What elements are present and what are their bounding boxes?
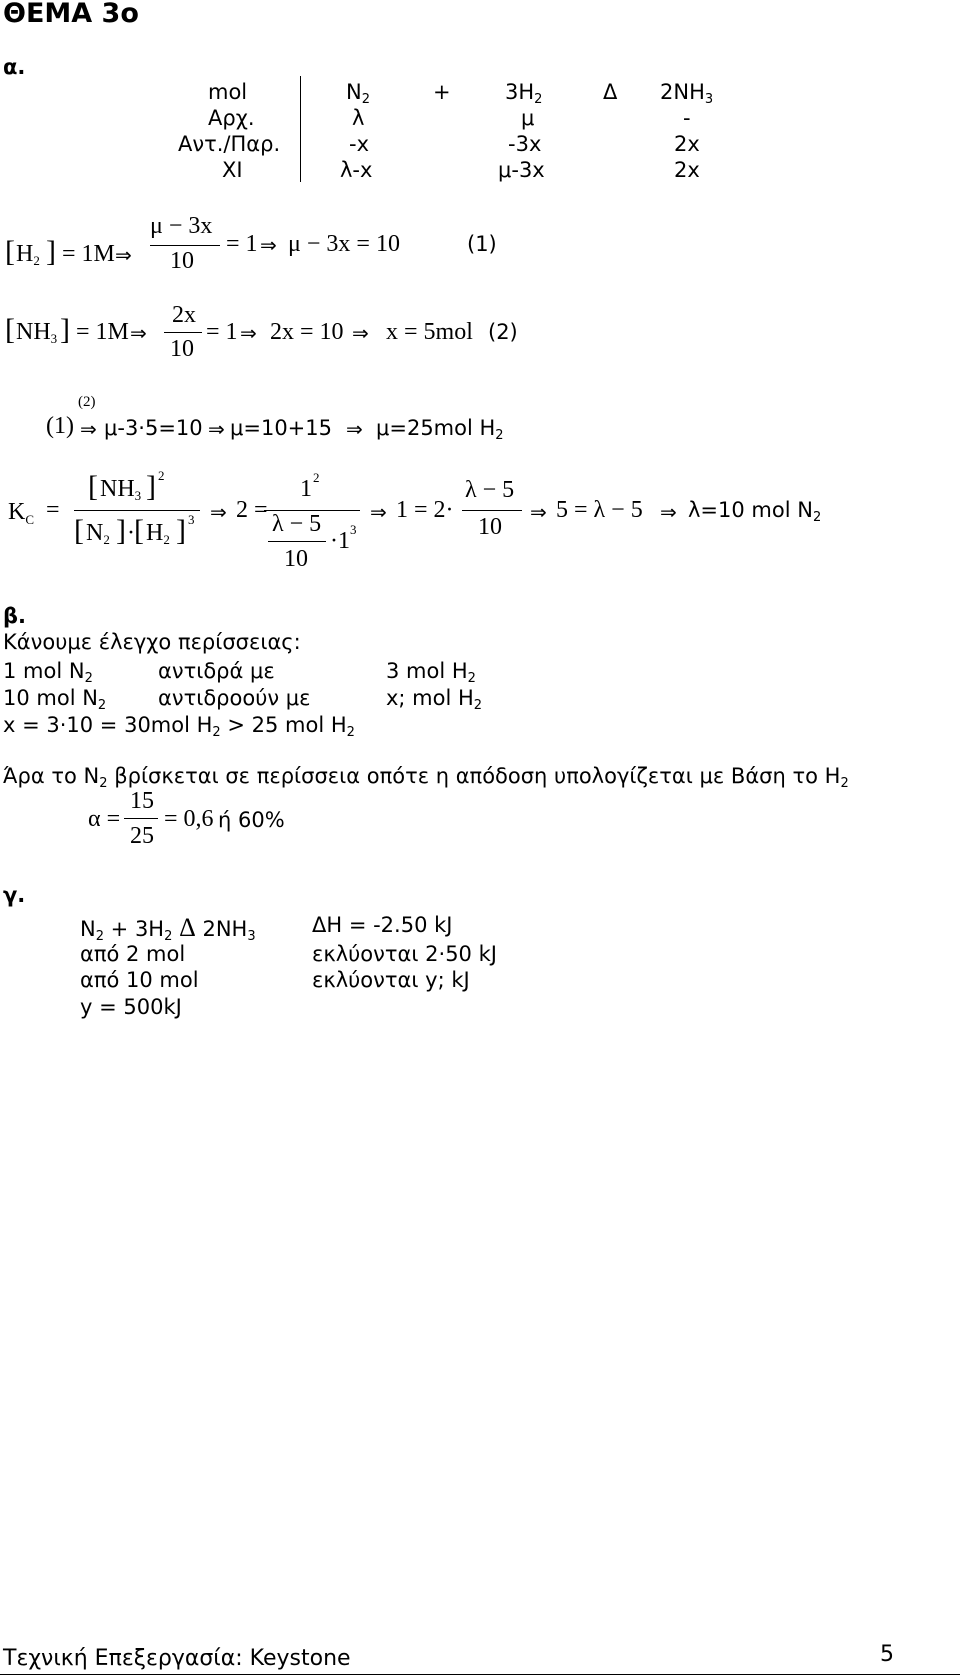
equilibrium-delta-icon: Δ (179, 913, 196, 942)
table-divider (300, 76, 301, 182)
footer-text: Τεχνική Επεξεργασία: Keystone (3, 1646, 351, 1671)
implies-arrow-icon: ⇒ (660, 500, 677, 524)
table-cell: 2x (674, 158, 700, 182)
implies-arrow-icon: ⇒ (530, 500, 547, 524)
fraction-bar (124, 818, 158, 819)
yield-percent: ή 60% (218, 808, 285, 832)
implies-arrow-icon: ⇒ (208, 417, 225, 441)
ratio-cell: αντιδρά με (158, 659, 275, 683)
enthalpy-row: εκλύονται 2·50 kJ (312, 942, 497, 966)
table-header-n2: $N_2$ (346, 80, 370, 107)
implies-arrow-icon: ⇒ (260, 233, 277, 257)
ratio-cell: 1 mol $N_2$ (3, 659, 93, 686)
table-cell: - (683, 106, 691, 130)
fraction-bar (268, 541, 326, 542)
enthalpy-row: από 2 mol (80, 942, 186, 966)
fraction-bar (462, 510, 522, 511)
implies-arrow-icon: ⇒ (240, 321, 257, 345)
equation-tag-2: (2) (488, 320, 518, 344)
ratio-cell: 10 mol $N_2$ (3, 686, 107, 713)
enthalpy-row: από 10 mol (80, 968, 199, 992)
enthalpy-result: y = 500kJ (80, 995, 182, 1019)
table-header-2nh3: $2NH_3$ (660, 80, 714, 107)
part-a-label: α. (3, 55, 26, 79)
table-cell: λ-x (340, 158, 373, 182)
fraction-bar (150, 245, 220, 246)
implies-arrow-icon: ⇒ (130, 321, 147, 345)
table-header-mol: mol (208, 80, 248, 104)
table-cell: Αντ./Παρ. (178, 132, 281, 156)
page-number: 5 (880, 1642, 894, 1667)
table-cell: λ (352, 106, 365, 130)
table-header-3h2: $3H_2$ (505, 80, 543, 107)
table-cell: 2x (674, 132, 700, 156)
part-b-label: β. (3, 604, 27, 628)
enthalpy-reaction: $N_2 + 3H_2$ Δ $2NH_3$ (80, 913, 256, 944)
fraction-bar (164, 332, 202, 333)
section-heading: ΘΕΜΑ 3ο (3, 0, 139, 29)
excess-conclusion: Άρα το $N_2$ βρίσκεται σε περίσσεια οπότε η απόδοση υπολογίζεται με Βάση το $H_2$ (3, 764, 849, 791)
table-cell: μ (521, 106, 535, 130)
implies-arrow-icon: ⇒ (115, 243, 132, 267)
table-cell: μ-3x (498, 158, 545, 182)
implies-arrow-icon: ⇒ (370, 500, 387, 524)
table-cell: -x (349, 132, 370, 156)
excess-calculation: x = 3·10 = 30mol $H_2 > 25$ mol $H_2$ (3, 713, 355, 740)
enthalpy-row: εκλύονται y; kJ (312, 968, 470, 992)
table-header-plus: + (433, 80, 451, 104)
enthalpy-value: ΔH = -2.50 kJ (312, 913, 453, 937)
part-c-label: γ. (3, 883, 26, 907)
excess-check-intro: Κάνουμε έλεγχο περίσσειας: (3, 630, 301, 654)
ratio-cell: x; mol $H_2$ (386, 686, 483, 713)
ratio-cell: 3 mol $H_2$ (386, 659, 476, 686)
implies-arrow-icon: ⇒ (80, 417, 97, 441)
ratio-cell: αντιδροούν με (158, 686, 311, 710)
fraction-bar (74, 510, 200, 511)
equation-tag-1: (1) (467, 232, 497, 256)
table-cell: Αρχ. (208, 106, 255, 130)
equilibrium-delta-icon: Δ (603, 80, 618, 104)
implies-arrow-icon: ⇒ (352, 321, 369, 345)
table-cell: XI (222, 158, 243, 182)
table-cell: -3x (508, 132, 542, 156)
implies-arrow-icon: ⇒ (210, 500, 227, 524)
implies-arrow-icon: ⇒ (346, 417, 363, 441)
footer-rule (0, 1674, 960, 1675)
